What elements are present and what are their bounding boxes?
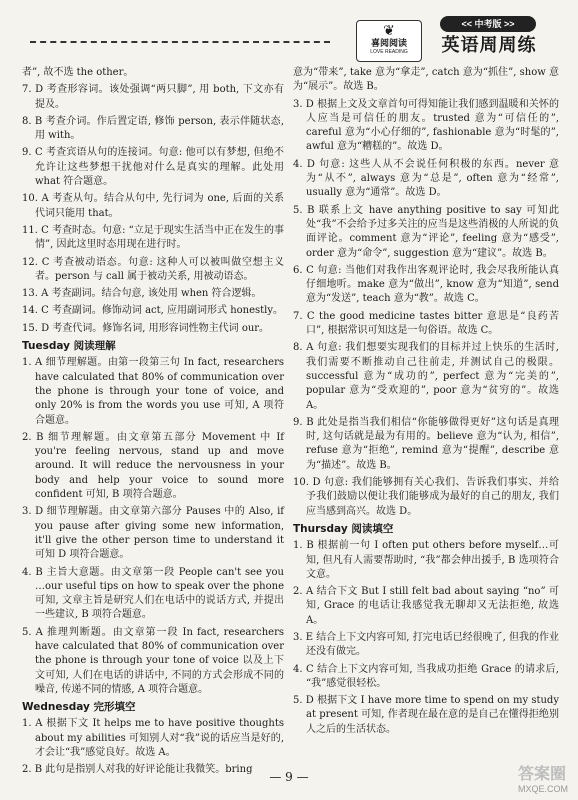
watermark-text: 答案圈 — [517, 766, 566, 783]
answer-item: 8. A 句意: 我们想要实现我们的目标并过上快乐的生活时, 我们需要不断推动自己往前走, 并测试自己的极限。successful 意为“成功的”, perfect 意为“完美的”, popular 意为“受欢迎的”, poor 意为“贫穷的”。故选 A。 — [293, 342, 559, 411]
logo-icon: ❦ — [383, 23, 395, 39]
right-column — [293, 66, 559, 740]
brand-header — [356, 16, 552, 64]
answer-item: 4. D 句意: 这些人从不会说任何积极的东西。never 意为“从不”, always 意为“总是”, often 意为“经常”, usually 意为“通常”。故选 D。 — [293, 158, 559, 199]
logo-english-name: LOVE READING — [370, 49, 408, 55]
section-heading: Thursday 阅读填空 — [293, 522, 394, 535]
answer-item: 4. B 主旨大意题。由文章第一段 People can't see you …our useful tips on how to speak over the phone 可知, 文章主旨是研究人们在电话中的说话方式, 并提出一些建议, B 项符合题意。 — [22, 566, 284, 621]
answer-item: 15. D 考查代词。修饰名词, 用形容词性物主代词 our。 — [22, 322, 270, 334]
answer-item: 1. A 细节理解题。由第一段第三句 In fact, researchers have calculated that 80% of communication over the phone is through your tone of voice, and only 20% is from the words you use 可知, A 项符合题意。 — [22, 357, 284, 426]
answer-item: 2. B 此句是指别人对我的好评论能让我微笑。bring — [22, 764, 253, 776]
header-dashed-rule — [30, 41, 330, 43]
answer-item: 3. E 结合上下文内容可知, 打完电话已经很晚了, 但我的作业还没有做完。 — [293, 631, 559, 658]
section-heading: Wednesday 完形填空 — [22, 701, 136, 714]
watermark — [518, 761, 568, 794]
answer-item: 者”, 故不选 the other。 — [22, 67, 134, 78]
answer-item: 3. D 细节理解题。由文章第六部分 Pauses 中的 Also, if you pause after giving some new information, it'll give the other person time to understand it 可知 D 项符合题意。 — [22, 506, 284, 561]
left-column — [22, 66, 284, 781]
edition-badge: << 中考版 >> — [440, 16, 536, 32]
answer-item: 意为“带来”, take 意为“拿走”, catch 意为“抓住”, show 意为“展示”。故选 B。 — [293, 67, 559, 93]
answer-item: 7. D 考查形容词。该处强调“两只脚”, 用 both, 下文亦有提及。 — [22, 84, 284, 110]
answer-item: 1. B 根据前一句 I often put others before myself…可知, 但凡有人需要帮助时, “我”都会伸出援手, B 选项符合文意。 — [293, 540, 559, 580]
answer-item: 5. A 推理判断题。由文章第一段 In fact, researchers have calculated that 80% of communication over the phone is through your tone of voice 以及上下文可知, 人们在电话的讲话中, 不同的方式会形成不同的噪音, 传递不同的情感, A 项符合题意。 — [22, 626, 284, 695]
answer-item: 1. A 根据下文 It helps me to have positive thoughts about my abilities 可知别人对“我”说的话应当是好的, 才会让“我”感觉良好。故选 A。 — [22, 718, 284, 759]
answer-item: 2. B 细节理解题。由文章第五部分 Movement 中 If you're feeling nervous, stand up and move around. It will reduce the nervousness in your body and help your voice to sound more confident 可知, B 项符合题意。 — [22, 431, 284, 501]
series-title: 英语周周练 — [441, 35, 537, 56]
answer-item: 14. C 考查副词。修饰动词 act, 应用副词形式 honestly。 — [22, 305, 284, 317]
logo-chinese-name: 喜阅阅读 — [370, 39, 407, 49]
answer-item: 8. B 考查介词。作后置定语, 修饰 person, 表示伴随状态, 用 with。 — [22, 115, 284, 142]
answer-item: 9. B 此处是指当我们相信“你能够做得更好”这句话是真理时, 这句话就是最为有用的。believe 意为“认为, 相信”, refuse 意为“拒绝”, remind 意为“提醒”, describe 意为“描述”。故选 B。 — [293, 416, 559, 471]
answer-item: 6. C 句意: 当他们对我作出客观评论时, 我会尽我所能认真仔细地听。make 意为“做出”, know 意为“知道”, send 意为“发送”, teach 意为“教”。故选 C。 — [293, 264, 559, 305]
answer-item: 9. C 考查宾语从句的连接词。句意: 他可以有梦想, 但绝不允许让这些梦想干扰他对什么是真实的理解。此处用 what 符合题意。 — [22, 147, 284, 188]
answer-item: 13. A 考查副词。结合句意, 该处用 when 符合逻辑。 — [22, 288, 262, 300]
answer-item: 11. C 考查时态。句意: “立足于现实生活当中正在发生的事情”, 因此这里时态用现在进行时。 — [22, 224, 284, 251]
answer-item: 10. D 句意: 我们能够拥有关心我们、告诉我们事实、并给予我们鼓励以便让我们能够成为最好的自己的朋友, 我们应当感到高兴。故选 D。 — [293, 477, 559, 517]
answer-item: 2. A 结合下文 But I still felt bad about saying “no” 可知, Grace 的电话让我感觉我无聊却又无法拒绝, 故选 A。 — [293, 586, 559, 626]
answer-item: 3. D 根据上文及文章首句可得知能让我们感到温暖和关怀的人应当是可信任的朋友。trusted 意为“可信任的”, careful 意为“小心仔细的”, fashionable 意为“时髦的”, awful 意为“糟糕的”。故选 D。 — [293, 98, 559, 153]
answer-item: 4. C 结合上下文内容可知, 当我成功拒绝 Grace 的请求后, “我”感觉很轻松。 — [293, 663, 559, 689]
answer-item: 7. C the good medicine tastes bitter 意思是“良药苦口”, 根据常识可知这是一句俗语。故选 C。 — [293, 310, 559, 337]
answer-item: 5. B 联系上文 have anything positive to say 可知此处“我”不会给予过多关注的应当是这些消极的人所说的负面评论。comment 意为“评论”, feeling 意为“感受”, order 意为“命令”, suggestion 意为“建议”。故选 B。 — [293, 204, 559, 259]
watermark-url: MXQE.COM — [517, 784, 568, 794]
answer-item: 10. A 考查从句。结合从句中, 先行词为 one, 后面的关系代词只能用 that。 — [22, 193, 284, 219]
answer-item: 5. D 根据下文 I have more time to spend on my study at present 可知, 作者现在最在意的是自己在懂得拒绝别人之后的生活状态。 — [293, 695, 559, 735]
page-number: — 9 — — [269, 770, 309, 784]
section-heading: Tuesday 阅读理解 — [22, 340, 116, 353]
publisher-logo — [356, 20, 422, 62]
answer-item: 12. C 考查被动语态。句意: 这种人可以被叫做空想主义者。person 与 call 属于被动关系, 用被动语态。 — [22, 256, 284, 282]
